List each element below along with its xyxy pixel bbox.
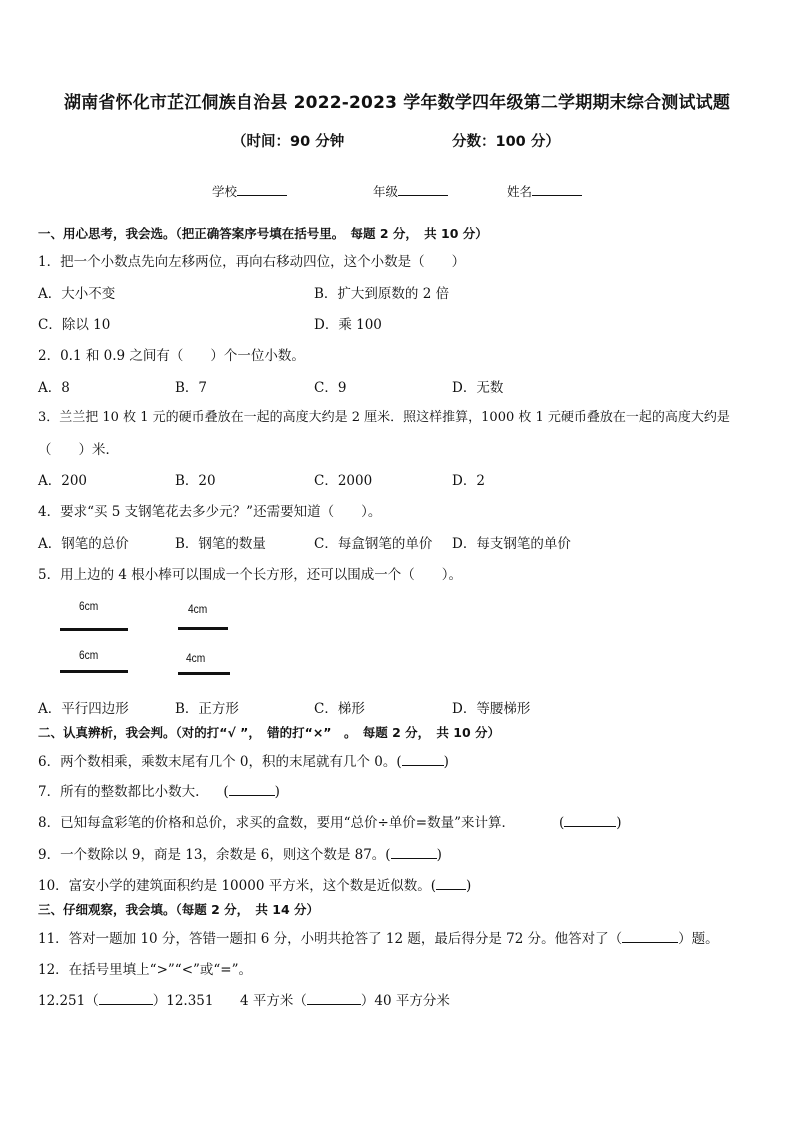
exam-score: 分数：100 分） [452,134,560,150]
question-4: 4．要求“买 5 支钢笔花去多少元？”还需要知道（ ）。 [38,504,382,520]
grade-field[interactable] [373,182,448,200]
q12-part-a: 12.251（ ）12.351 [38,993,214,1009]
question-11: 11．答对一题加 10 分，答错一题扣 6 分，小明共抢答了 12 题，最后得分是 72 分。他答对了（ ）题。 [38,931,719,947]
question-7: 7．所有的整数都比小数大. ( ) [38,784,280,800]
q5-option-a[interactable]: A．平行四边形 [38,701,129,717]
q3-option-d[interactable]: D．2 [452,473,485,489]
stick-label-top-left: 6cm [79,599,99,613]
q12-part-b: 4 平方米（ ）40 平方分米 [240,993,450,1009]
question-3-line-1: 3．兰兰把 10 枚 1 元的硬币叠放在一起的高度大约是 2 厘米．照这样推算，1000 枚 1 元硬币叠放在一起的高度大约是 [38,410,730,425]
question-2: 2．0.1 和 0.9 之间有（ ）个一位小数。 [38,348,305,364]
name-blank[interactable] [532,183,582,196]
question-9: 9．一个数除以 9，商是 13，余数是 6，则这个数是 87。( ) [38,847,442,863]
question-12: 12．在括号里填上“>”“<”或“=”。 [38,962,253,978]
q5-option-b[interactable]: B．正方形 [175,701,239,717]
section-2-heading: 二、认真辨析，我会判。（对的打“√ ”， 错的打“×” 。 每题 2 分， 共 10 分） [38,725,501,740]
question-1: 1．把一个小数点先向左移两位，再向右移动四位，这个小数是（ ） [38,254,466,270]
page-title: 湖南省怀化市芷江侗族自治县 2022-2023 学年数学四年级第二学期期末综合测试试题 [63,93,731,113]
stick-6cm-top [60,628,128,631]
stick-4cm-bottom [178,672,230,675]
q4-option-a[interactable]: A．钢笔的总价 [38,536,129,552]
school-label: 学校 [212,184,238,199]
stick-6cm-bottom [60,670,128,673]
q7-answer-blank[interactable] [229,783,275,796]
stick-label-bottom-right: 4cm [186,651,206,665]
exam-time: （时间：90 分钟 [232,134,345,150]
q9-answer-blank[interactable] [391,846,437,859]
question-6: 6．两个数相乘，乘数末尾有几个 0，积的末尾就有几个 0。( ) [38,754,449,770]
q8-answer-blank[interactable] [564,814,616,827]
stick-4cm-top [178,627,228,630]
question-3-line-2: （ ）米． [38,442,119,458]
stick-label-bottom-left: 6cm [79,648,99,662]
q10-answer-blank[interactable] [436,877,466,890]
question-5: 5．用上边的 4 根小棒可以围成一个长方形，还可以围成一个（ ）。 [38,567,463,583]
q1-option-d[interactable]: D．乘 100 [314,317,382,333]
grade-label: 年级 [373,184,399,199]
question-10: 10．富安小学的建筑面积约是 10000 平方米，这个数是近似数。( ) [38,878,472,894]
section-1-heading: 一、用心思考，我会选。（把正确答案序号填在括号里。 每题 2 分， 共 10 分） [38,226,488,241]
question-8: 8．已知每盒彩笔的价格和总价，求买的盒数，要用“总价÷单价=数量”来计算． ( ) [38,815,622,831]
q1-option-a[interactable]: A．大小不变 [38,286,116,302]
grade-blank[interactable] [398,183,448,196]
q3-option-c[interactable]: C．2000 [314,473,373,489]
q2-option-d[interactable]: D．无数 [452,380,504,396]
q12a-answer-blank[interactable] [99,992,153,1005]
q5-option-d[interactable]: D．等腰梯形 [452,701,531,717]
q4-option-d[interactable]: D．每支钢笔的单价 [452,536,571,552]
q2-option-a[interactable]: A．8 [38,380,70,396]
name-field[interactable] [507,182,582,200]
q6-answer-blank[interactable] [402,753,444,766]
q11-answer-blank[interactable] [622,930,678,943]
q4-option-b[interactable]: B．钢笔的数量 [175,536,266,552]
stick-label-top-right: 4cm [188,602,208,616]
q2-option-b[interactable]: B．7 [175,380,208,396]
q2-option-c[interactable]: C．9 [314,380,347,396]
q1-option-b[interactable]: B．扩大到原数的 2 倍 [314,286,450,302]
q12b-answer-blank[interactable] [307,992,361,1005]
q5-option-c[interactable]: C．梯形 [314,701,365,717]
school-blank[interactable] [237,183,287,196]
q3-option-a[interactable]: A．200 [38,473,88,489]
name-label: 姓名 [507,184,533,199]
section-3-heading: 三、仔细观察，我会填。（每题 2 分， 共 14 分） [38,902,320,917]
school-field[interactable] [212,182,287,200]
q4-option-c[interactable]: C．每盒钢笔的单价 [314,536,433,552]
q1-option-c[interactable]: C．除以 10 [38,317,111,333]
q3-option-b[interactable]: B．20 [175,473,216,489]
